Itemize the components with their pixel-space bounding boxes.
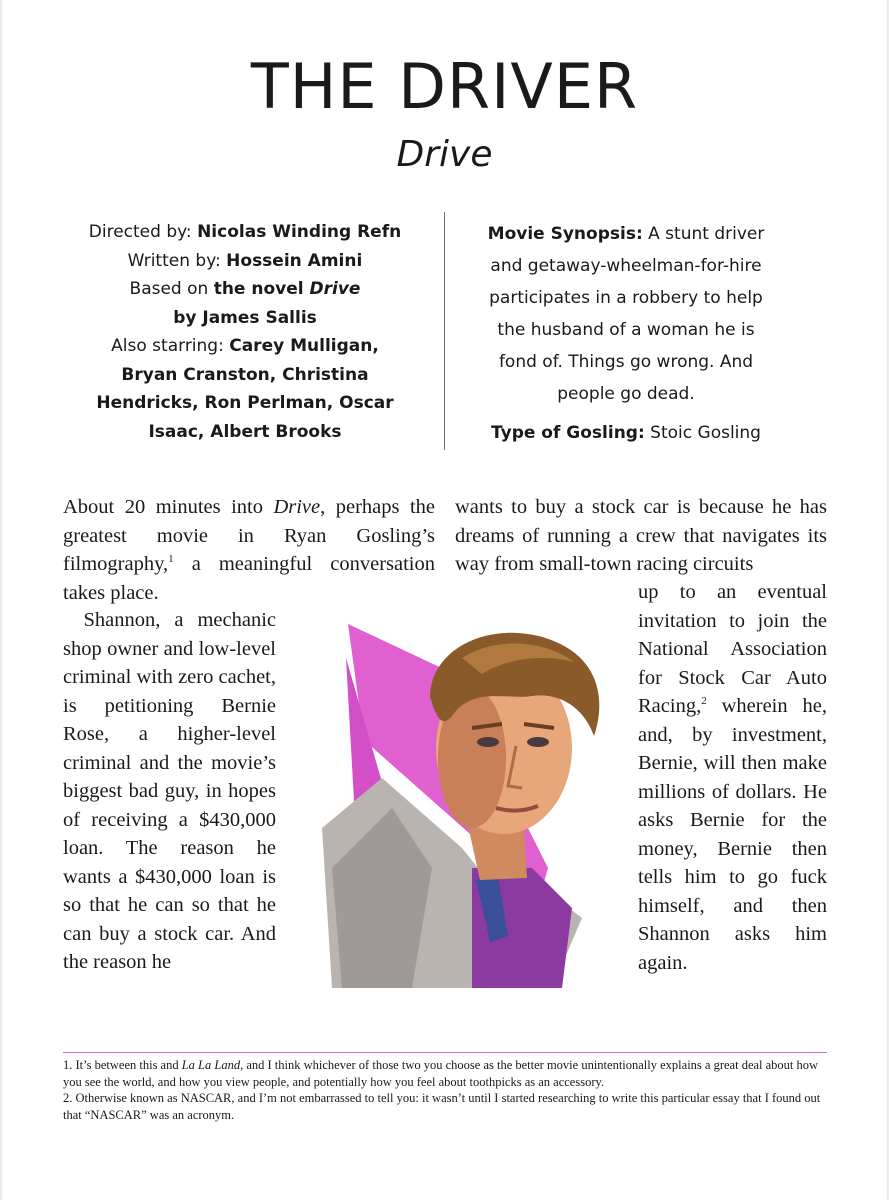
body-paragraph-2 [63, 606, 276, 977]
footnote-ref-2: 2 [701, 695, 707, 708]
credits-block [60, 218, 430, 446]
written-line [60, 247, 430, 276]
footnote-2: 2. Otherwise known as NASCAR, and I’m not embarrassed to tell you: it wasn’t until I started researching to write this particular essay that I found out that “NASCAR” was an acronym. [63, 1091, 821, 1122]
starring-names-1: Carey Mulligan, [229, 336, 379, 356]
based-label: Based on [129, 279, 214, 299]
novel-author: by James Sallis [173, 307, 317, 328]
novel-title: Drive [309, 279, 361, 299]
movie-title: Drive [396, 134, 493, 175]
chapter-title: THE DRIVER [250, 50, 639, 123]
left-eye [477, 737, 499, 747]
based-value: the novel [213, 279, 310, 299]
body-right-top [455, 493, 827, 579]
gosling-type [466, 417, 786, 449]
p1-movie-title: Drive [273, 496, 321, 518]
writer-name: Hossein Amini [226, 250, 363, 271]
footnote-1-text-b: , and I think whichever of those two you choose as the better movie unintentionally explains a great deal about how you see the world, and how you view people, and potentially how you feel about toothpicks as an accessory. [63, 1058, 819, 1089]
footnote-1-text-a: 1. It’s between this and [63, 1058, 182, 1072]
directed-label: Directed by: [88, 222, 198, 242]
director-name: Nicolas Winding Refn [197, 222, 402, 242]
based-line [60, 275, 430, 304]
synopsis-label: Movie Synopsis: [487, 224, 643, 244]
gosling-type-value: Stoic Gosling [644, 423, 761, 443]
footnote-rule [63, 1052, 827, 1053]
starring-line [60, 332, 430, 361]
p1-text-c: a meaningful conversation takes place. [63, 553, 435, 604]
footnote-1-title: La La Land [181, 1058, 241, 1072]
starring-line-2 [60, 361, 430, 390]
starring-names-4: Isaac, Albert Brooks [148, 421, 342, 442]
right-narrow-text-a: up to an eventual invitation to join the National Association for Stock Car Auto Racing, [638, 581, 827, 717]
footnote-1 [63, 1057, 827, 1090]
starring-names-2: Bryan Cranston, Christina [121, 364, 369, 385]
synopsis-block [476, 218, 776, 410]
p1-text-a: About 20 minutes into [63, 496, 274, 518]
gosling-type-label: Type of Gosling: [491, 423, 645, 443]
body-paragraph-1 [63, 493, 435, 607]
starring-line-3 [60, 389, 430, 418]
footnotes [63, 1057, 827, 1123]
directed-line [60, 218, 430, 247]
right-eye [527, 737, 549, 747]
starring-names-3: Hendricks, Ron Perlman, Oscar [96, 393, 394, 413]
synopsis-text: A stunt driver and getaway-wheelman-for-hire participates in a robbery to help the husband of a woman he is fond of. Things go wrong. And people go dead. [489, 224, 765, 404]
right-narrow-text-b: wherein he, and, by investment, Bernie, will then make millions of dollars. He asks Bernie for the money, Bernie then tells him to go fuck himself, and then Shannon asks him again. [638, 695, 827, 974]
p2-text: Shannon, a mechanic shop owner and low-level criminal with zero cachet, is petitioning Bernie Rose, a higher-level criminal and the movie’s biggest bad guy, in hopes of receiving a $430,000 loan. The reason he wants a $430,000 loan is so that he can so that he can buy a stock car. And the reason he [63, 609, 276, 973]
gosling-portrait-illustration [312, 618, 622, 988]
right-top-text: wants to buy a stock car is because he has dreams of running a crew that navigates its way from small-town racing circuits [455, 496, 827, 575]
starring-line-4 [60, 418, 430, 447]
p1-text-b: , perhaps the greatest movie in Ryan Gosling’s filmography, [63, 496, 436, 575]
footnote-ref-1: 1 [168, 553, 174, 566]
author-line [60, 304, 430, 333]
written-label: Written by: [127, 250, 227, 271]
starring-label: Also starring: [111, 336, 230, 356]
body-right-narrow [638, 578, 827, 977]
column-divider [444, 212, 445, 450]
